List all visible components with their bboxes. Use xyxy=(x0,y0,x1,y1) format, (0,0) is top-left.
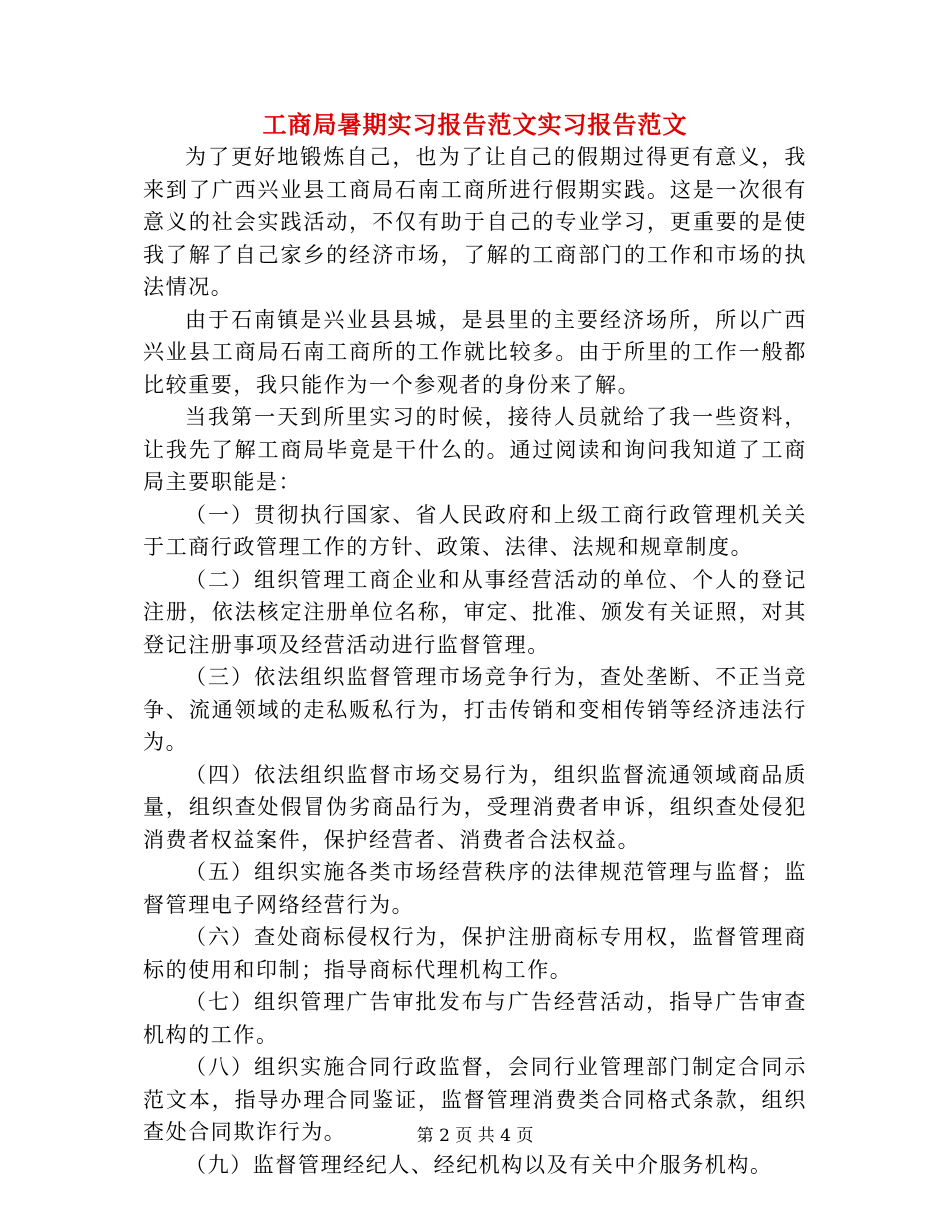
paragraph-function-8: （八）组织实施合同行政监督，会同行业管理部门制定合同示范文本，指导办理合同鉴证，监督管理消费类合同格式条款，组织查处合同欺诈行为。 xyxy=(143,1055,807,1144)
paragraph-function-9: （九）监督管理经纪人、经纪机构以及有关中介服务机构。 xyxy=(185,1152,773,1177)
paragraph-function-6: （六）查处商标侵权行为，保护注册商标专用权，监督管理商标的使用和印制；指导商标代理机构工作。 xyxy=(143,925,807,982)
document-title: 工商局暑期实习报告范文实习报告范文 xyxy=(262,110,688,139)
paragraph-function-3: （三）依法组织监督管理市场竞争行为，查处垄断、不正当竞争、流通领域的走私贩私行为，打击传销和变相传销等经济违法行为。 xyxy=(143,665,807,754)
page-number-label: 第 2 页 共 4 页 xyxy=(416,1126,534,1146)
paragraph-function-1: （一）贯彻执行国家、省人民政府和上级工商行政管理机关关于工商行政管理工作的方针、政策、法律、法规和规章制度。 xyxy=(143,502,807,559)
paragraph-first-day: 当我第一天到所里实习的时候，接待人员就给了我一些资料，让我先了解工商局毕竟是干什么的。通过阅读和询问我知道了工商局主要职能是： xyxy=(143,405,807,494)
paragraph-background: 由于石南镇是兴业县县城，是县里的主要经济场所，所以广西兴业县工商局石南工商所的工作就比较多。由于所里的工作一般都比较重要，我只能作为一个参观者的身份来了解。 xyxy=(143,307,807,397)
document-body xyxy=(143,141,807,1181)
page-footer xyxy=(0,1123,950,1149)
paragraph-function-4: （四）依法组织监督市场交易行为，组织监督流通领域商品质量，组织查处假冒伪劣商品行为，受理消费者申诉，组织查处侵犯消费者权益案件，保护经营者、消费者合法权益。 xyxy=(143,762,807,852)
paragraph-function-5: （五）组织实施各类市场经营秩序的法律规范管理与监督；监督管理电子网络经营行为。 xyxy=(143,860,807,917)
paragraph-function-7: （七）组织管理广告审批发布与广告经营活动，指导广告审查机构的工作。 xyxy=(143,990,807,1047)
paragraph-function-2: （二）组织管理工商企业和从事经营活动的单位、个人的登记注册，依法核定注册单位名称，审定、批准、颁发有关证照，对其登记注册事项及经营活动进行监督管理。 xyxy=(143,567,807,657)
paragraph-intro: 为了更好地锻炼自己，也为了让自己的假期过得更有意义，我来到了广西兴业县工商局石南工商所进行假期实践。这是一次很有意义的社会实践活动，不仅有助于自己的专业学习，更重要的是使我了解了自己家乡的经济市场，了解的工商部门的工作和市场的执法情况。 xyxy=(143,145,807,299)
